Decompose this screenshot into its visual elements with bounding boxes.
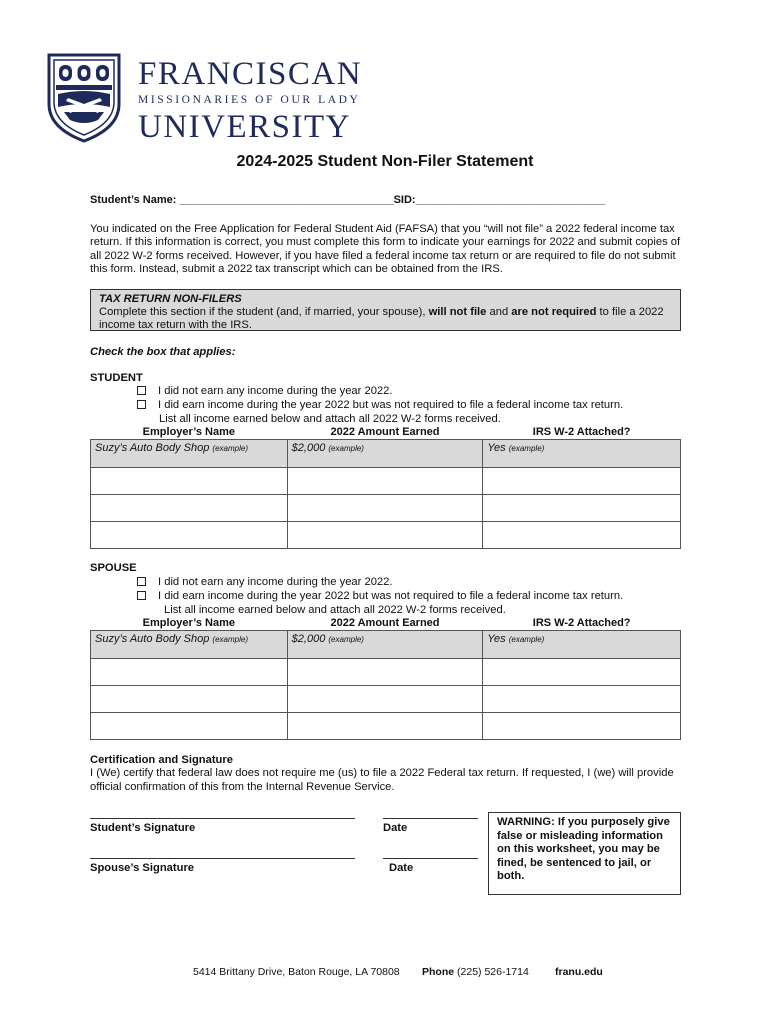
spouse-date-line[interactable] [383, 858, 478, 859]
col-amount: 2022 Amount Earned [330, 426, 440, 439]
w2-cell[interactable] [483, 685, 681, 712]
spouse-option-no-income[interactable] [137, 575, 392, 589]
certification-text: I (We) certify that federal law does not require me (us) to file a 2022 Federal tax return. If requested, I (we) will provide official confirmation of this from the Internal Revenue Service. [90, 767, 674, 793]
warning-box: WARNING: If you purposely give false or misleading information on this worksheet, you may be fined, be sentenced to jail, or both. [488, 812, 681, 895]
logo-line-franciscan: FRANCISCAN [138, 56, 363, 92]
footer-address: 5414 Brittany Drive, Baton Rouge, LA 70808 [193, 966, 400, 978]
sid-field[interactable]: SID:_______________________________ [393, 194, 606, 206]
table-row [91, 521, 681, 548]
crest-icon [46, 52, 122, 144]
student-section-label: STUDENT [90, 372, 143, 384]
employer-cell[interactable] [91, 467, 288, 494]
footer-phone [422, 966, 529, 978]
checkbox[interactable] [137, 591, 146, 600]
col-employer: Employer’s Name [142, 426, 235, 439]
wordmark [138, 58, 362, 144]
nonfilers-text [99, 306, 672, 332]
page-title: 2024-2025 Student Non-Filer Statement [236, 153, 534, 170]
nonfilers-bold-not-required: are not required [511, 306, 597, 318]
spouse-signature-label: Spouse’s Signature [90, 862, 195, 874]
w2-cell[interactable] [483, 467, 681, 494]
example-tag: (example) [328, 634, 364, 644]
col-w2: IRS W-2 Attached? [532, 617, 631, 630]
cell-text: $2,000 [291, 632, 326, 645]
student-income-table [90, 426, 681, 549]
spouse-section-label: SPOUSE [90, 562, 137, 574]
table-row [91, 712, 681, 739]
employer-cell[interactable] [91, 521, 288, 548]
col-amount: 2022 Amount Earned [330, 617, 440, 630]
logo-line-university: UNIVERSITY [138, 109, 351, 145]
logo-line-missionaries: MISSIONARIES OF OUR LADY [138, 94, 361, 106]
cell-text: Suzy’s Auto Body Shop [95, 441, 210, 454]
table-row-example [91, 439, 681, 467]
student-date-line[interactable] [383, 818, 478, 819]
nonfilers-box [90, 289, 681, 331]
cell-text: Yes [487, 632, 506, 645]
nonfilers-text-part: to file a 2022 income tax return with the IRS. [99, 306, 664, 331]
intro-paragraph: You indicated on the Free Application for Federal Student Aid (FAFSA) that you “will not file” a 2022 federal income tax return. If this information is correct, you must complete this form to indicate your earnings for 2022 and submit copies of all 2022 W-2 forms received. However, if you have filed a federal income tax return or are required to file do not submit this form. Instead, submit a 2022 tax transcript which can be obtained from the IRS. [90, 223, 681, 275]
nonfilers-text-part: Complete this section if the student (and, if married, your spouse), [99, 306, 429, 318]
example-tag: (example) [508, 443, 545, 453]
student-id-row [90, 194, 605, 206]
table-row [91, 685, 681, 712]
student-name-field[interactable]: Student’s Name: ___________________________________ [90, 194, 394, 206]
amount-cell[interactable] [287, 685, 483, 712]
table-row [91, 467, 681, 494]
col-w2: IRS W-2 Attached? [532, 426, 631, 439]
checkbox[interactable] [137, 386, 146, 395]
spouse-option-earned-income[interactable] [137, 589, 623, 603]
amount-cell[interactable] [287, 658, 483, 685]
student-signature-line[interactable] [90, 818, 355, 819]
option-label: I did not earn any income during the year 2022. [158, 385, 393, 397]
spouse-list-note: List all income earned below and attach all 2022 W-2 forms received. [164, 604, 506, 616]
amount-cell[interactable] [287, 712, 483, 739]
nonfilers-text-part: and [486, 306, 512, 318]
example-employer [91, 439, 288, 467]
spouse-signature-line[interactable] [90, 858, 355, 859]
example-tag: (example) [212, 443, 248, 453]
cell-text: Suzy’s Auto Body Shop [95, 632, 210, 645]
employer-cell[interactable] [91, 685, 288, 712]
certification-heading: Certification and Signature [90, 754, 233, 766]
cell-text: Yes [487, 441, 506, 454]
option-label: I did not earn any income during the year 2022. [158, 576, 393, 588]
example-tag: (example) [212, 634, 248, 644]
spouse-income-table [90, 617, 681, 740]
option-label: I did earn income during the year 2022 but was not required to file a federal income tax return. [158, 399, 624, 411]
university-logo [46, 52, 363, 147]
table-row [91, 658, 681, 685]
nonfilers-bold-will-not-file: will not file [428, 306, 487, 318]
table-row [91, 494, 681, 521]
w2-cell[interactable] [483, 712, 681, 739]
employer-cell[interactable] [91, 712, 288, 739]
check-heading: Check the box that applies: [90, 346, 236, 358]
table-row-example [91, 630, 681, 658]
example-w2 [483, 439, 681, 467]
student-option-no-income[interactable] [137, 384, 392, 398]
checkbox[interactable] [137, 400, 146, 409]
example-w2 [483, 630, 681, 658]
amount-cell[interactable] [287, 494, 483, 521]
option-label: I did earn income during the year 2022 but was not required to file a federal income tax return. [158, 590, 624, 602]
example-amount [287, 439, 483, 467]
example-tag: (example) [508, 634, 545, 644]
student-date-label: Date [383, 822, 408, 834]
amount-cell[interactable] [287, 467, 483, 494]
col-employer: Employer’s Name [142, 617, 235, 630]
amount-cell[interactable] [287, 521, 483, 548]
w2-cell[interactable] [483, 658, 681, 685]
employer-cell[interactable] [91, 494, 288, 521]
example-employer [91, 630, 288, 658]
w2-cell[interactable] [483, 521, 681, 548]
employer-cell[interactable] [91, 658, 288, 685]
student-list-note: List all income earned below and attach all 2022 W-2 forms received. [159, 413, 501, 425]
example-amount [287, 630, 483, 658]
student-signature-label: Student’s Signature [90, 822, 196, 834]
footer-website[interactable]: franu.edu [555, 966, 603, 978]
checkbox[interactable] [137, 577, 146, 586]
example-tag: (example) [328, 443, 364, 453]
nonfilers-heading: TAX RETURN NON-FILERS [99, 293, 242, 305]
student-option-earned-income[interactable] [137, 398, 623, 412]
phone-label: Phone [422, 966, 455, 978]
cell-text: $2,000 [291, 441, 326, 454]
w2-cell[interactable] [483, 494, 681, 521]
spouse-date-label: Date [389, 862, 414, 874]
phone-number: (225) 526-1714 [457, 966, 529, 978]
